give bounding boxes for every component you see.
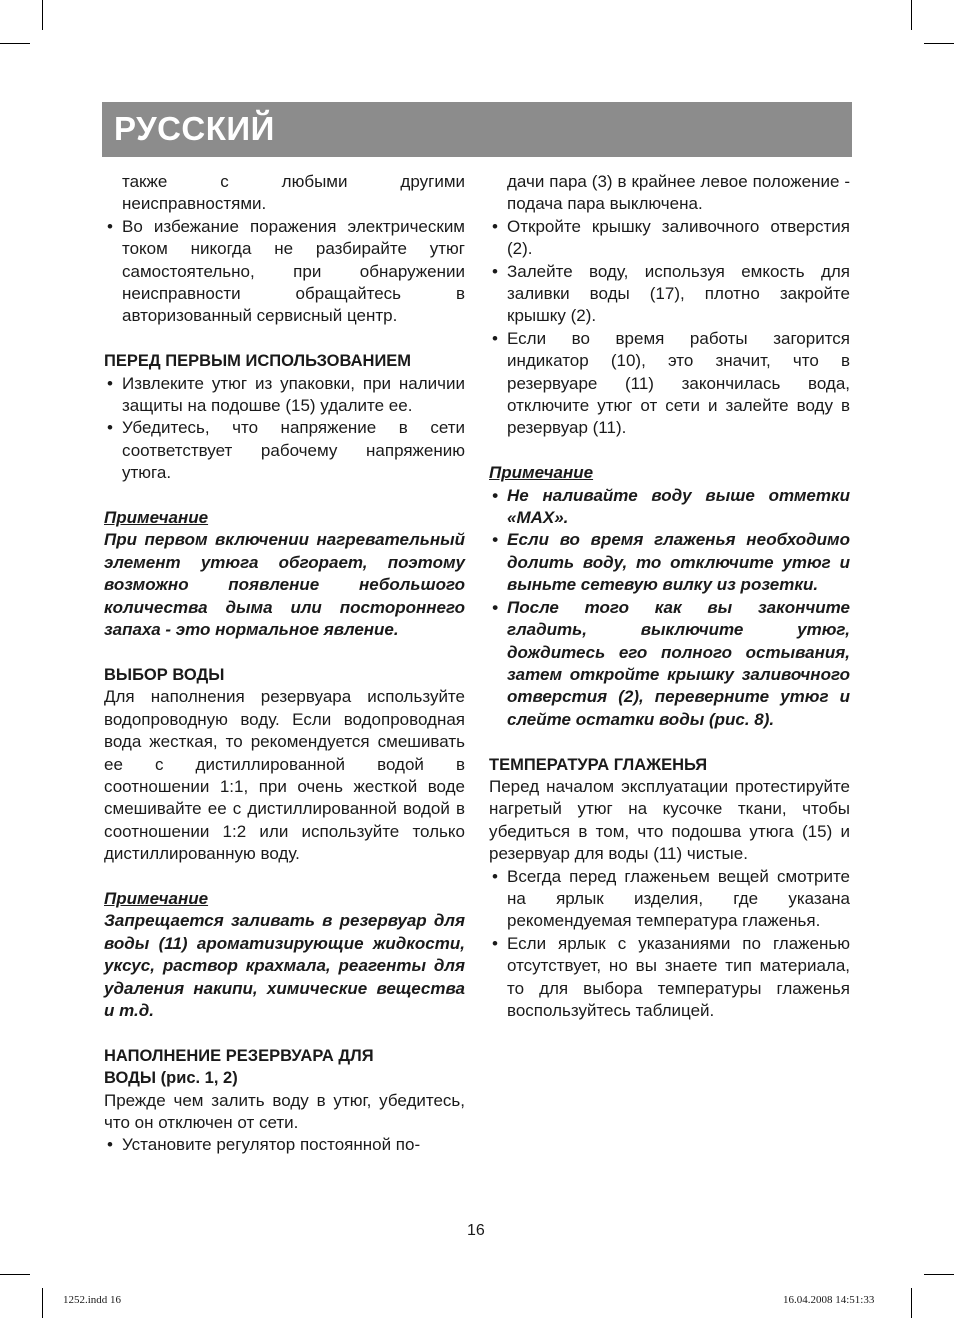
footer-datetime: 16.04.2008 14:51:33 [783, 1294, 875, 1306]
list-item: • Если ярлык с указаниями по глаженью отсутствует, но вы знаете тип материала, то для выбора температуры глаженья воспользуйтесь таблицей. [489, 933, 850, 1023]
list-item: • Всегда перед глаженьем вещей смотрите на ярлык изделия, где указана рекомендуемая температура глаженья. [489, 866, 850, 933]
note-list-item: • Не наливайте воду выше отметки «MAX». [489, 485, 850, 530]
bullet-continuation: дачи пара (3) в крайнее левое положение - подача пара выключена. [507, 172, 850, 214]
crop-mark [911, 1288, 912, 1318]
crop-mark [924, 1274, 954, 1275]
crop-mark [0, 43, 30, 44]
note-label: Примечание [104, 508, 209, 528]
crop-mark [42, 1288, 43, 1318]
crop-mark [911, 0, 912, 30]
paragraph: Прежде чем залить воду в утюг, убедитесь, что он отключен от сети. [104, 1090, 465, 1132]
section-heading-first-use: ПЕРЕД ПЕРВЫМ ИСПОЛЬЗОВАНИЕМ [104, 352, 412, 371]
list-item: • Установите регулятор постоянной по- [104, 1134, 465, 1156]
language-banner [102, 102, 852, 157]
list-item: • Извлеките утюг из упаковки, при наличии защиты на подошве (15) удалите ее. [104, 373, 465, 418]
list-item: • Если во время работы загорится индикатор (10), это значит, что в резервуаре (11) закончилась вода, отключите утюг от сети и залейте воду в резервуар (11). [489, 328, 850, 440]
paragraph: Перед началом эксплуатации протестируйте нагретый утюг на кусочке ткани, чтобы убедиться в том, что подошва утюга (15) и резервуар для воды (11) чистые. [489, 776, 850, 864]
list-item: • Убедитесь, что напряжение в сети соответствует рабочему напряжению утюга. [104, 417, 465, 484]
intro-continuation: также с любыми другими неисправностями. [122, 172, 465, 214]
crop-mark [0, 1274, 30, 1275]
list-item: • Залейте воду, используя емкость для заливки воды (17), плотно закройте крышку (2). [489, 261, 850, 328]
section-heading-fill-tank [104, 1045, 465, 1090]
left-column [104, 171, 465, 1157]
note-list-item: • Если во время глаженья необходимо долить воду, то отключите утюг и выньте сетевую вилку из розетки. [489, 529, 850, 596]
section-heading-ironing-temperature: ТЕМПЕРАТУРА ГЛАЖЕНЬЯ [489, 755, 708, 774]
right-column [489, 171, 850, 1022]
note-list-item: • После того как вы закончите гладить, выключите утюг, дождитесь его полного остывания, затем откройте крышку заливочного отверстия (2), переверните утюг и слейте остатки воды (рис. 8). [489, 597, 850, 731]
page-number: 16 [467, 1222, 485, 1239]
footer-file: 1252.indd 16 [63, 1294, 122, 1306]
note-text: Запрещается заливать в резервуар для воды (11) ароматизирующие жидкости, уксус, раствор крахмала, реагенты для удаления накипи, химические вещества и т.д. [104, 911, 465, 1020]
note-label: Примечание [489, 463, 594, 483]
heading-line: ВОДЫ (рис. 1, 2) [104, 1069, 238, 1088]
page-title: РУССКИЙ [114, 110, 275, 147]
crop-mark [42, 0, 43, 30]
note-label: Примечание [104, 888, 209, 908]
crop-mark [924, 43, 954, 44]
list-item: • Во избежание поражения электрическим током никогда не разбирайте утюг самостоятельно, при обнаружении неисправности обращайтесь в авторизованный сервисный центр. [104, 216, 465, 328]
section-heading-water-choice: ВЫБОР ВОДЫ [104, 665, 225, 684]
note-text: При первом включении нагревательный элемент утюга обгорает, поэтому возможно появление небольшого количества дыма или постороннего запаха - это нормальное явление. [104, 530, 465, 640]
paragraph: Для наполнения резервуара используйте водопроводную воду. Если водопроводная вода жесткая, то рекомендуется смешивать ее с дистиллированной водой в соотношении 1:1, при очень жесткой воде смешивайте ее с дистиллированной водой в соотношении 1:2 или используйте только дистиллированную воду. [104, 687, 465, 864]
heading-line: НАПОЛНЕНИЕ РЕЗЕРВУАРА ДЛЯ [104, 1046, 374, 1065]
list-item: • Откройте крышку заливочного отверстия (2). [489, 216, 850, 261]
